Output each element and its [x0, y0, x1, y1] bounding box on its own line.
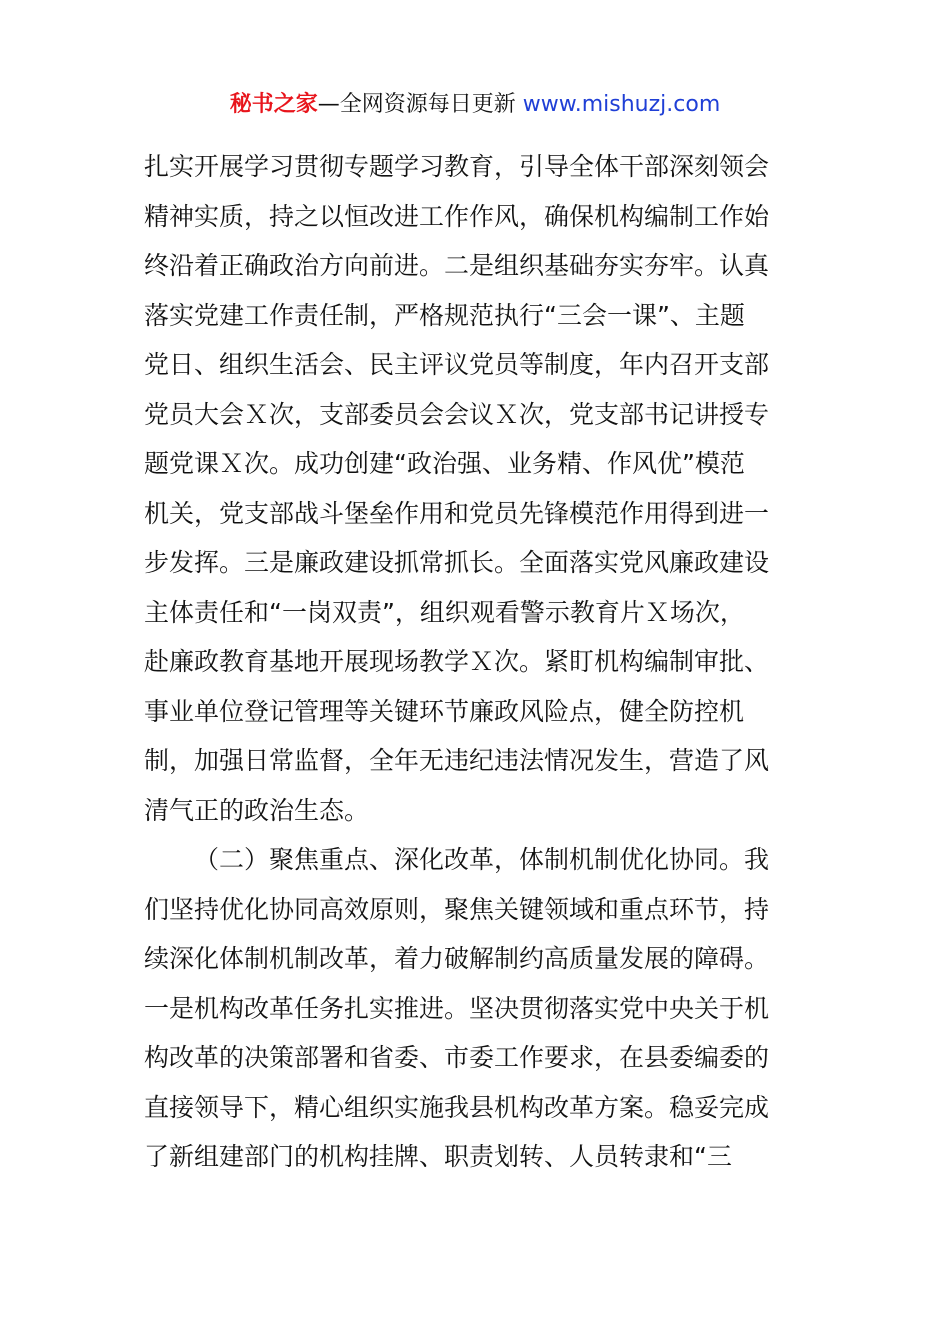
text-line: 步发挥。三是廉政建设抓常抓长。全面落实党风廉政建设 — [144, 548, 770, 577]
text-line: 扎实开展学习贯彻专题学习教育，引导全体干部深刻领会 — [144, 152, 770, 181]
site-url-link[interactable]: www.mishuzj.com — [522, 92, 721, 117]
text-line: 事业单位登记管理等关键环节廉政风险点，健全防控机 — [144, 696, 745, 726]
text-line: 续深化体制机制改革，着力破解制约高质量发展的障碍。 — [144, 944, 770, 973]
text-line: 主体责任和“一岗双责”，组织观看警示教育片Ｘ场次， — [144, 597, 745, 627]
brand-name: 秘书之家 — [229, 92, 318, 117]
text-line: 清气正的政治生态。 — [144, 795, 370, 825]
text-line: 机关，党支部战斗堡垒作用和党员先锋模范作用得到进一 — [144, 498, 770, 528]
text-line: 一是机构改革任务扎实推进。坚决贯彻落实党中央关于机 — [144, 993, 770, 1023]
text-line: 精神实质，持之以恒改进工作作风，确保机构编制工作始 — [144, 201, 770, 231]
text-line: 制，加强日常监督，全年无违纪违法情况发生，营造了风 — [144, 746, 770, 775]
text-line: 直接领导下，精心组织实施我县机构改革方案。稳妥完成 — [144, 1092, 770, 1122]
text-line: 落实党建工作责任制，严格规范执行“三会一课”、主题 — [144, 300, 745, 330]
document-body — [144, 142, 808, 1182]
text-line: 了新组建部门的机构挂牌、职责划转、人员转隶和“三 — [144, 1142, 732, 1171]
text-line: 们坚持优化协同高效原则，聚焦关键领域和重点环节，持 — [144, 894, 770, 924]
text-line: 赴廉政教育基地开展现场教学Ｘ次。紧盯机构编制审批、 — [144, 647, 770, 676]
text-line: 终沿着正确政治方向前进。二是组织基础夯实夯牢。认真 — [144, 251, 770, 280]
text-line: 题党课Ｘ次。成功创建“政治强、业务精、作风优”模范 — [144, 449, 745, 478]
text-line: 构改革的决策部署和省委、市委工作要求，在县委编委的 — [144, 1043, 770, 1072]
text-line: 党员大会Ｘ次，支部委员会会议Ｘ次，党支部书记讲授专 — [144, 399, 770, 429]
text-line: 党日、组织生活会、民主评议党员等制度，年内召开支部 — [144, 350, 770, 379]
section-heading-line: （二）聚焦重点、深化改革，体制机制优化协同。我 — [194, 845, 770, 874]
site-header — [0, 88, 950, 122]
header-tagline: —全网资源每日更新 — [317, 92, 523, 117]
